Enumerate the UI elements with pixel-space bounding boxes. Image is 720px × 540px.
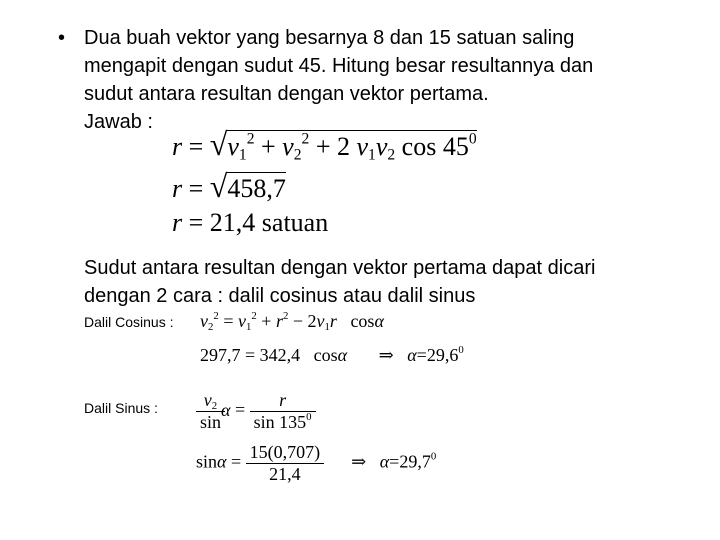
cosine-label: Dalil Cosinus : — [84, 314, 174, 330]
problem-line-3: sudut antara resultan dengan vektor pertama. — [84, 83, 489, 105]
equation-resultant-formula: $r = √v_1^2 + v_2^2 + 2$ $v_1v_2$ $\cos 45^0$ — [172, 126, 477, 164]
bullet-point: • — [58, 27, 66, 49]
angle-text-line-2: dengan 2 cara : dalil cosinus atau dalil sinus — [84, 285, 476, 307]
equation-resultant-result: r = 21,4 satuan — [172, 208, 329, 237]
sine-equation: $\frac{v_2}{\sin}$ α = $\frac{r}{\sin 135^0}$ — [196, 390, 316, 433]
cosine-solution: 297,7 = 342,4 cosα ⇒ $\alpha=29,6^0$ — [200, 343, 464, 365]
problem-line-1: Dua buah vektor yang besarnya 8 dan 15 satuan saling — [84, 27, 575, 49]
answer-label: Jawab : — [84, 111, 153, 133]
implies-symbol: ⇒ — [378, 345, 394, 365]
sine-label: Dalil Sinus : — [84, 400, 158, 416]
equation-resultant-value: r = √458,7 — [172, 168, 286, 204]
cosine-equation: $v_2^2 = v_1^2 + r^2 - 2v_1r$ cosα — [200, 309, 384, 334]
problem-line-2: mengapit dengan sudut 45. Hitung besar resultannya dan — [84, 55, 594, 77]
sine-solution: sinα = $\frac{15(0,707)}{21,4}$ ⇒ $\alpha=29,7^0$ — [196, 442, 437, 484]
angle-text-line-1: Sudut antara resultan dengan vektor pertama dapat dicari — [84, 257, 596, 279]
implies-symbol-2: ⇒ — [351, 451, 367, 472]
